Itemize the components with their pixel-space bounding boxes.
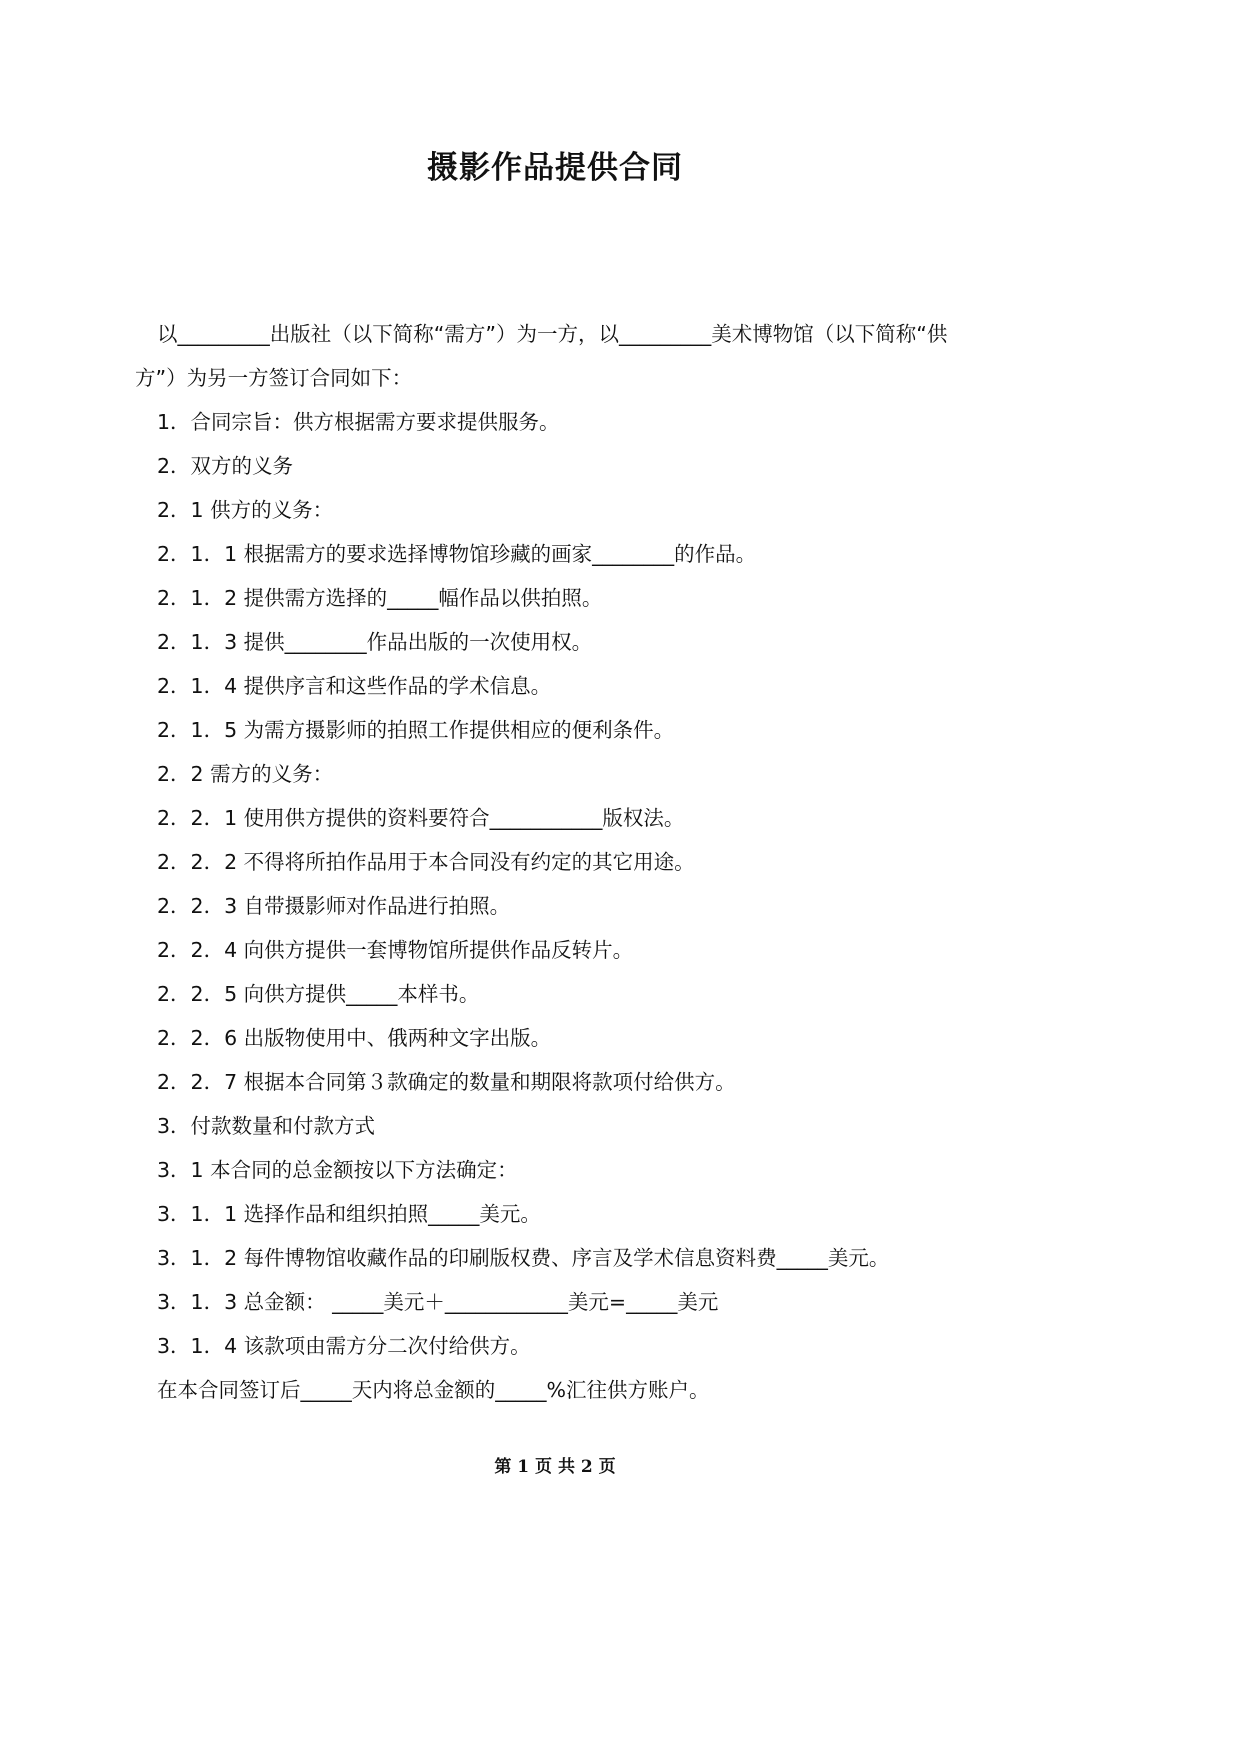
clause-line: 3．1．2 每件博物馆收藏作品的印刷版权费、序言及学术信息资料费_____美元。 xyxy=(157,1246,890,1270)
clause-line: 2．2．1 使用供方提供的资料要符合___________版权法。 xyxy=(157,806,685,830)
document-title: 摄影作品提供合同 xyxy=(427,150,683,186)
document-body xyxy=(135,312,985,1412)
clause-line: 2．2 需方的义务： xyxy=(157,762,334,786)
clause-line: 2．双方的义务 xyxy=(157,454,294,478)
clause-line: 2．1．4 提供序言和这些作品的学术信息。 xyxy=(157,674,552,698)
clause-line: 3．1 本合同的总金额按以下方法确定： xyxy=(157,1158,518,1182)
page-number-footer: 第 1 页 共 2 页 xyxy=(494,1457,616,1477)
clause-line: 3．1．1 选择作品和组织拍照_____美元。 xyxy=(157,1202,541,1226)
clause-line: 3．付款数量和付款方式 xyxy=(157,1114,376,1138)
clause-line: 2．1．2 提供需方选择的_____幅作品以供拍照。 xyxy=(157,586,603,610)
clause-line: 2．1．3 提供________作品出版的一次使用权。 xyxy=(157,630,593,654)
clause-line: 2．2．4 向供方提供一套博物馆所提供作品反转片。 xyxy=(157,938,634,962)
clause-line: 2．2．7 根据本合同第３款确定的数量和期限将款项付给供方。 xyxy=(157,1070,736,1094)
intro-paragraph: 以_________出版社（以下简称“需方”）为一方，以_________美术博物馆（以下简称“供方”）为另一方签订合同如下： xyxy=(135,322,948,390)
clause-line: 2．1 供方的义务： xyxy=(157,498,334,522)
clause-line: 3．1．4 该款项由需方分二次付给供方。 xyxy=(157,1334,531,1358)
clause-line: 2．1．1 根据需方的要求选择博物馆珍藏的画家________的作品。 xyxy=(157,542,757,566)
clause-line: 2．2．2 不得将所拍作品用于本合同没有约定的其它用途。 xyxy=(157,850,695,874)
clause-line: 2．2．6 出版物使用中、俄两种文字出版。 xyxy=(157,1026,552,1050)
clause-line: 3．1．3 总金额： _____美元＋____________美元=_____美元 xyxy=(157,1290,719,1314)
clause-line: 2．2．5 向供方提供_____本样书。 xyxy=(157,982,480,1006)
clause-line: 2．1．5 为需方摄影师的拍照工作提供相应的便利条件。 xyxy=(157,718,675,742)
clause-line: 2．2．3 自带摄影师对作品进行拍照。 xyxy=(157,894,511,918)
clause-line: 1．合同宗旨：供方根据需方要求提供服务。 xyxy=(157,410,560,434)
clause-line: 在本合同签订后_____天内将总金额的_____%汇往供方账户。 xyxy=(157,1378,710,1402)
